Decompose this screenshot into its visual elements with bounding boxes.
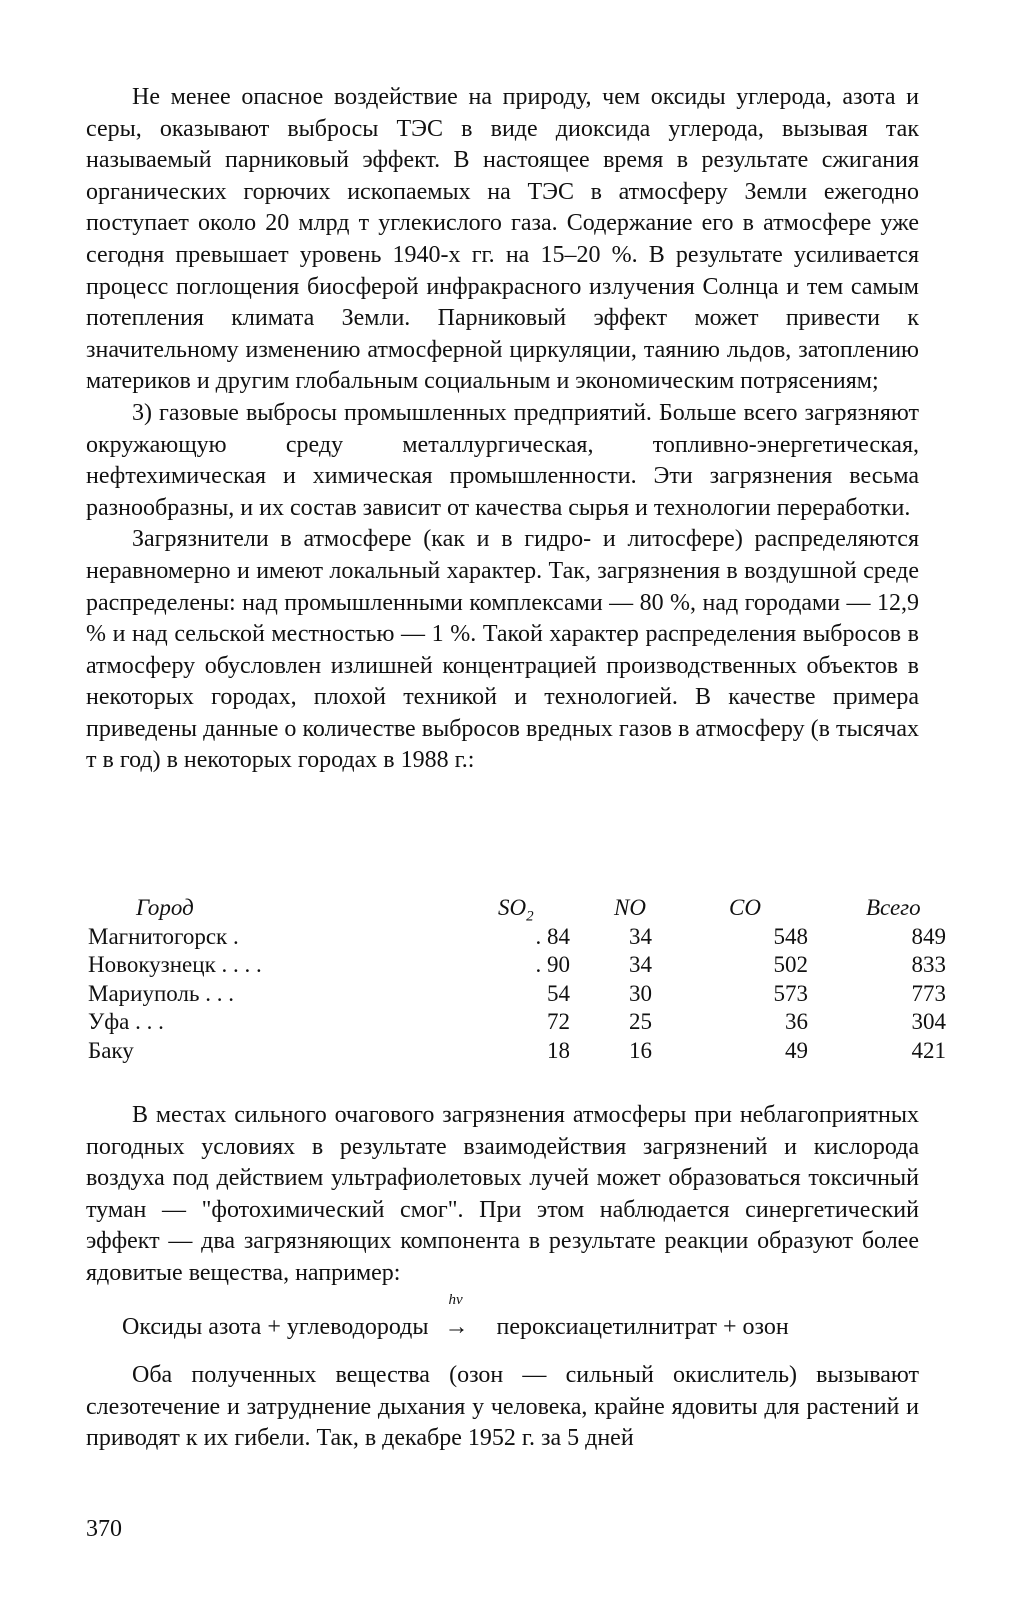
- cell-city: Магнитогорск .: [88, 923, 239, 949]
- table-row: [86, 923, 946, 952]
- cell-so2: . 90: [535, 952, 570, 978]
- cell-total: 849: [911, 923, 946, 949]
- table-row: [86, 951, 946, 980]
- header-so2: $SO_2$: [498, 895, 534, 925]
- photon-label: hν: [448, 1292, 463, 1308]
- arrow-icon: →: [444, 1314, 469, 1340]
- table-row: [86, 1008, 946, 1037]
- cell-total: 773: [911, 980, 946, 1006]
- header-no: NO: [614, 895, 646, 920]
- table-row: [86, 1037, 946, 1066]
- body-text-bottom: [86, 1360, 919, 1455]
- paragraph-greenhouse: Не менее опасное воздействие на природу, чем оксиды углерода, азота и серы, оказывают выбросы ТЭС в виде диоксида углерода, вызывая так называемый парниковый эффект. В настоящее время в результате сжигания органических горючих ископаемых на ТЭС в атмосферу Земли ежегодно поступает около 20 млрд т углекислого газа. Содержание его в атмосфере уже сегодня превышает уровень 1940-х гг. на 15–20 %. В результате усиливается процесс поглощения биосферой инфракрасного излучения Солнца и тем самым потепления климата Земли. Парниковый эффект может привести к значительному изменению атмосферной циркуляции, таянию льдов, затоплению материков и другим глобальным социальным и экономическим потрясениям;: [86, 84, 919, 395]
- page-number: 370: [86, 1516, 122, 1542]
- paragraph-effects: Оба полученных вещества (озон — сильный окислитель) вызывают слезотечение и затруднение дыхания у человека, крайне ядовиты для растений и приводят к их гибели. Так, в декабре 1952 г. за 5 дней: [86, 1362, 919, 1452]
- body-text-top: [86, 82, 919, 777]
- products: пероксиацетилнитрат + озон: [496, 1314, 789, 1340]
- cell-co: 36: [785, 1009, 808, 1035]
- header-total: Всего: [866, 895, 921, 920]
- cell-so2: 72: [547, 1009, 570, 1035]
- table-header-row: [86, 894, 919, 923]
- reactants: Оксиды азота + углеводороды: [122, 1314, 429, 1340]
- body-text-middle: [86, 1100, 919, 1290]
- paragraph-photochemical-smog: В местах сильного очагового загрязнения атмосферы при неблагоприятных погодных условиях в результате взаимодействия загрязнений и кислорода воздуха под действием ультрафиолетовых лучей может образоваться токсичный туман — "фотохимический смог". При этом наблюдается синергетический эффект — два загрязняющих компонента в результате реакции образуют более ядовитые вещества, например:: [86, 1102, 919, 1286]
- cell-city: Уфа . . .: [88, 1009, 164, 1035]
- cell-city: Баку: [88, 1037, 134, 1063]
- cell-total: 833: [911, 952, 946, 978]
- emissions-table: [86, 894, 946, 1066]
- cell-no: 34: [629, 952, 652, 978]
- cell-co: 548: [773, 923, 808, 949]
- cell-co: 573: [773, 980, 808, 1006]
- table-row: [86, 980, 946, 1009]
- chemical-reaction: [122, 1292, 789, 1341]
- cell-co: 49: [785, 1037, 808, 1063]
- cell-co: 502: [773, 952, 808, 978]
- cell-so2: 54: [547, 980, 570, 1006]
- paragraph-pollutant-distribution: Загрязнители в атмосфере (как и в гидро- и литосфере) распределяются неравномерно и имеют локальный характер. Так, загрязнения в воздушной среде распределены: над промышленными комплексами — 80 %, над городами — 12,9 % и над сельской местностью — 1 %. Такой характер распределения выбросов в атмосферу обусловлен излишней концентрацией производственных объектов в некоторых городах, плохой техникой и технологией. В качестве примера приведены данные о количестве выбросов вредных газов в атмосферу (в тысячах т в год) в некоторых городах в 1988 г.:: [86, 526, 919, 774]
- header-co: CO: [729, 895, 761, 920]
- cell-no: 25: [629, 1009, 652, 1035]
- cell-so2: 18: [547, 1037, 570, 1063]
- cell-city: Мариуполь . . .: [88, 980, 234, 1006]
- cell-no: 30: [629, 980, 652, 1006]
- cell-no: 34: [629, 923, 652, 949]
- paragraph-industrial-emissions: 3) газовые выбросы промышленных предприятий. Больше всего загрязняют окружающую среду металлургическая, топливно-энергетическая, нефтехимическая и химическая промышленности. Эти загрязнения весьма разнообразны, и их состав зависит от качества сырья и технологии переработки.: [86, 399, 919, 521]
- cell-so2: . 84: [535, 923, 570, 949]
- cell-total: 304: [911, 1009, 946, 1035]
- header-city: Город: [136, 895, 194, 920]
- cell-no: 16: [629, 1037, 652, 1063]
- cell-city: Новокузнецк . . . .: [88, 952, 262, 978]
- cell-total: 421: [911, 1037, 946, 1063]
- reaction-arrow: [444, 1292, 480, 1341]
